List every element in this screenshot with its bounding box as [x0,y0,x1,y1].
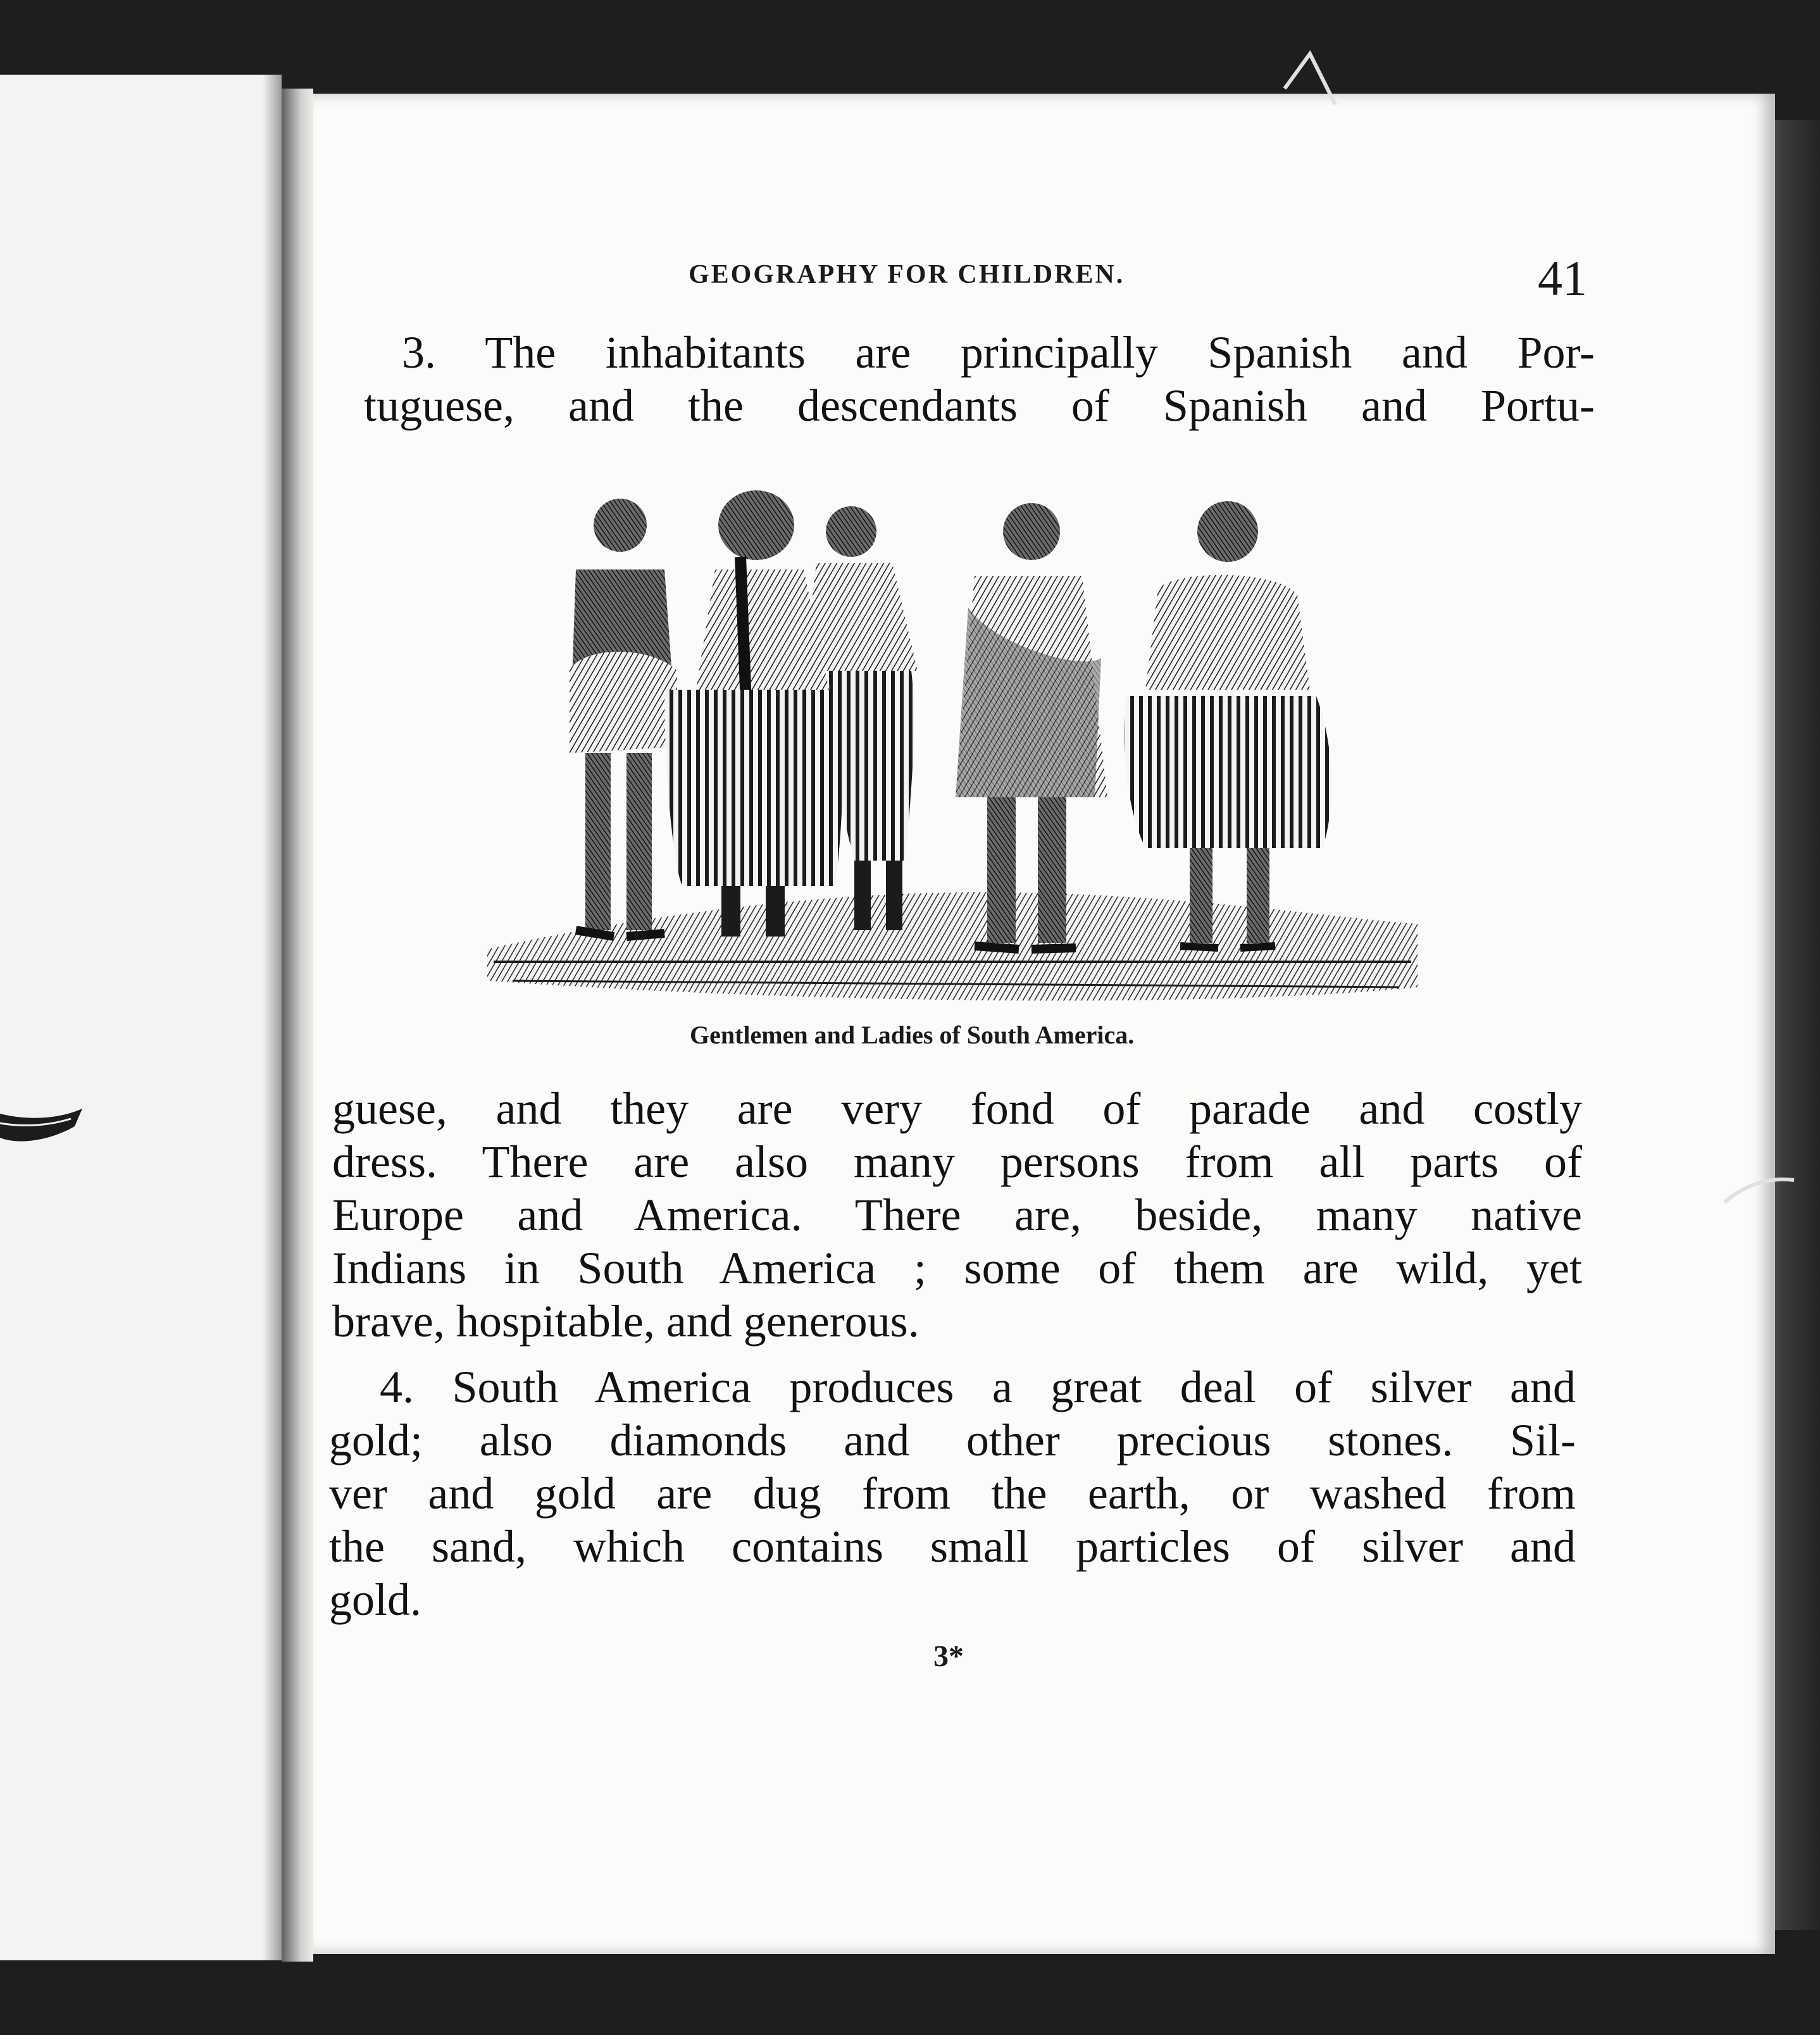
figure-lady-right [1125,501,1331,948]
text-line: guese, and they are very fond of parade and costly [332,1083,1582,1134]
signature-mark: 3* [933,1640,964,1673]
figure-gentleman-poncho [956,503,1107,949]
text-line: brave, hospitable, and generous. [332,1296,919,1347]
book-gutter [282,89,313,1962]
scan-artifact-mark [1721,1171,1797,1209]
text-line: the sand, which contains small particles of silver and [329,1521,1576,1572]
text-line: gold. [329,1574,422,1625]
text-line: 3. The inhabitants are principally Spanish and Por- [402,327,1595,378]
left-page-illustration-fragment [0,1101,89,1158]
text-line: Indians in South America ; some of them are wild, yet [332,1243,1582,1293]
text-line: 4. South America produces a great deal of silver and [380,1362,1576,1412]
paragraph-3-continued [332,1082,1582,1348]
left-facing-page [0,75,282,1960]
running-header: GEOGRAPHY FOR CHILDREN. [689,260,1125,289]
paragraph-4 [329,1360,1576,1626]
text-line: ver and gold are dug from the earth, or washed from [329,1468,1576,1519]
page-number: 41 [1538,251,1587,306]
engraving-illustration [475,481,1430,1019]
figure-lady-braids [664,490,843,937]
figure-gentleman-left [570,499,677,937]
scan-artifact-mark [1278,44,1354,114]
paragraph-3 [364,326,1595,432]
text-line: gold; also diamonds and other precious stones. Sil- [329,1415,1576,1466]
text-line: dress. There are also many persons from all parts of [332,1136,1582,1187]
left-page-gutter-shadow [263,75,282,1960]
figure-caption: Gentlemen and Ladies of South America. [690,1021,1135,1049]
text-line: tuguese, and the descendants of Spanish and Portu- [364,380,1595,431]
text-line: Europe and America. There are, beside, many native [332,1190,1582,1240]
